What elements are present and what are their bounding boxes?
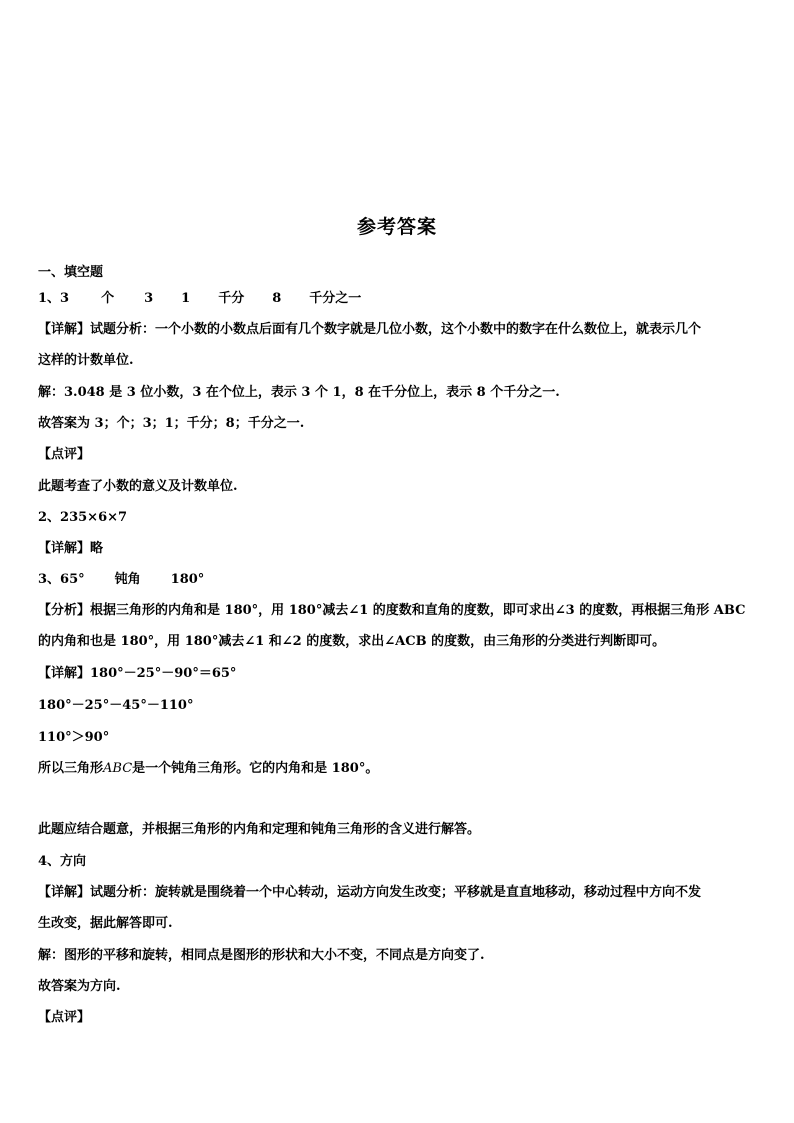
q3-conclusion-prefix: 所以三角形: [38, 761, 104, 776]
q1-blank-2: 3: [144, 291, 154, 306]
q1-solution: 解：3.048 是 3 位小数，3 在个位上，表示 3 个 1，8 在千分位上，表示 8 个千分之一.: [38, 385, 560, 400]
q1-blank-6: 千分之一: [309, 291, 362, 306]
q1-detail-line-1: 【详解】试题分析：一个小数的小数点后面有几个数字就是几位小数，这个小数中的数字在什么数位上，就表示几个: [38, 322, 702, 337]
q3-analysis-line-1: 【分析】根据三角形的内角和是 180°，用 180°减去∠1 的度数和直角的度数，即可求出∠3 的度数，再根据三角形 ABC: [38, 603, 746, 618]
q1-comment-tag: 【点评】: [38, 447, 91, 462]
q3-answer-row: [38, 572, 758, 588]
q3-analysis-line-2: 的内角和也是 180°，用 180°减去∠1 和∠2 的度数，求出∠ACB 的度数，由三角形的分类进行判断即可。: [38, 634, 666, 649]
q1-final-answer: 故答案为 3；个；3；1；千分；8；千分之一.: [38, 416, 305, 431]
q3-triangle-name: ABC: [103, 761, 133, 776]
q4-solution: 解：图形的平移和旋转，相同点是图形的形状和大小不变，不同点是方向变了.: [38, 948, 485, 963]
q1-blank-4: 千分: [218, 291, 245, 306]
q3-number: 3、65°: [38, 572, 85, 587]
q1-blank-5: 8: [272, 291, 282, 306]
q4-answer-row: 4、方向: [38, 854, 87, 869]
q3-conclusion-suffix: 是一个钝角三角形。它的内角和是 180°。: [132, 761, 379, 776]
q3-detail: 【详解】180°－25°－90°＝65°: [38, 666, 237, 681]
q4-final-answer: 故答案为方向.: [38, 979, 121, 994]
q1-answer-row: [38, 291, 758, 307]
q1-blank-1: 个: [101, 291, 115, 306]
q4-comment-tag: 【点评】: [38, 1010, 91, 1025]
section-heading: 一、填空题: [38, 265, 104, 280]
q3-calculation: 180°－25°－45°－110°: [38, 698, 194, 713]
page-title: 参考答案: [356, 216, 437, 238]
q1-detail-line-2: 这样的计数单位.: [38, 353, 134, 368]
q3-blank-1: 钝角: [114, 572, 141, 587]
q2-detail: 【详解】略: [38, 541, 104, 556]
q1-number: 1、3: [38, 291, 70, 306]
q1-comment: 此题考查了小数的意义及计数单位.: [38, 479, 238, 494]
q3-blank-2: 180°: [170, 572, 205, 587]
q4-detail-line-2: 生改变，据此解答即可.: [38, 916, 173, 931]
q4-detail-line-1: 【详解】试题分析：旋转就是围绕着一个中心转动，运动方向发生改变；平移就是直直地移动，移动过程中方向不发: [38, 885, 702, 900]
q1-blank-3: 1: [181, 291, 191, 306]
q3-note: 此题应结合题意，并根据三角形的内角和定理和钝角三角形的含义进行解答。: [38, 822, 481, 837]
q2-answer-row: 2、235×6×7: [38, 510, 128, 525]
q3-conclusion: [38, 761, 758, 777]
q3-comparison: 110°＞90°: [38, 730, 110, 745]
